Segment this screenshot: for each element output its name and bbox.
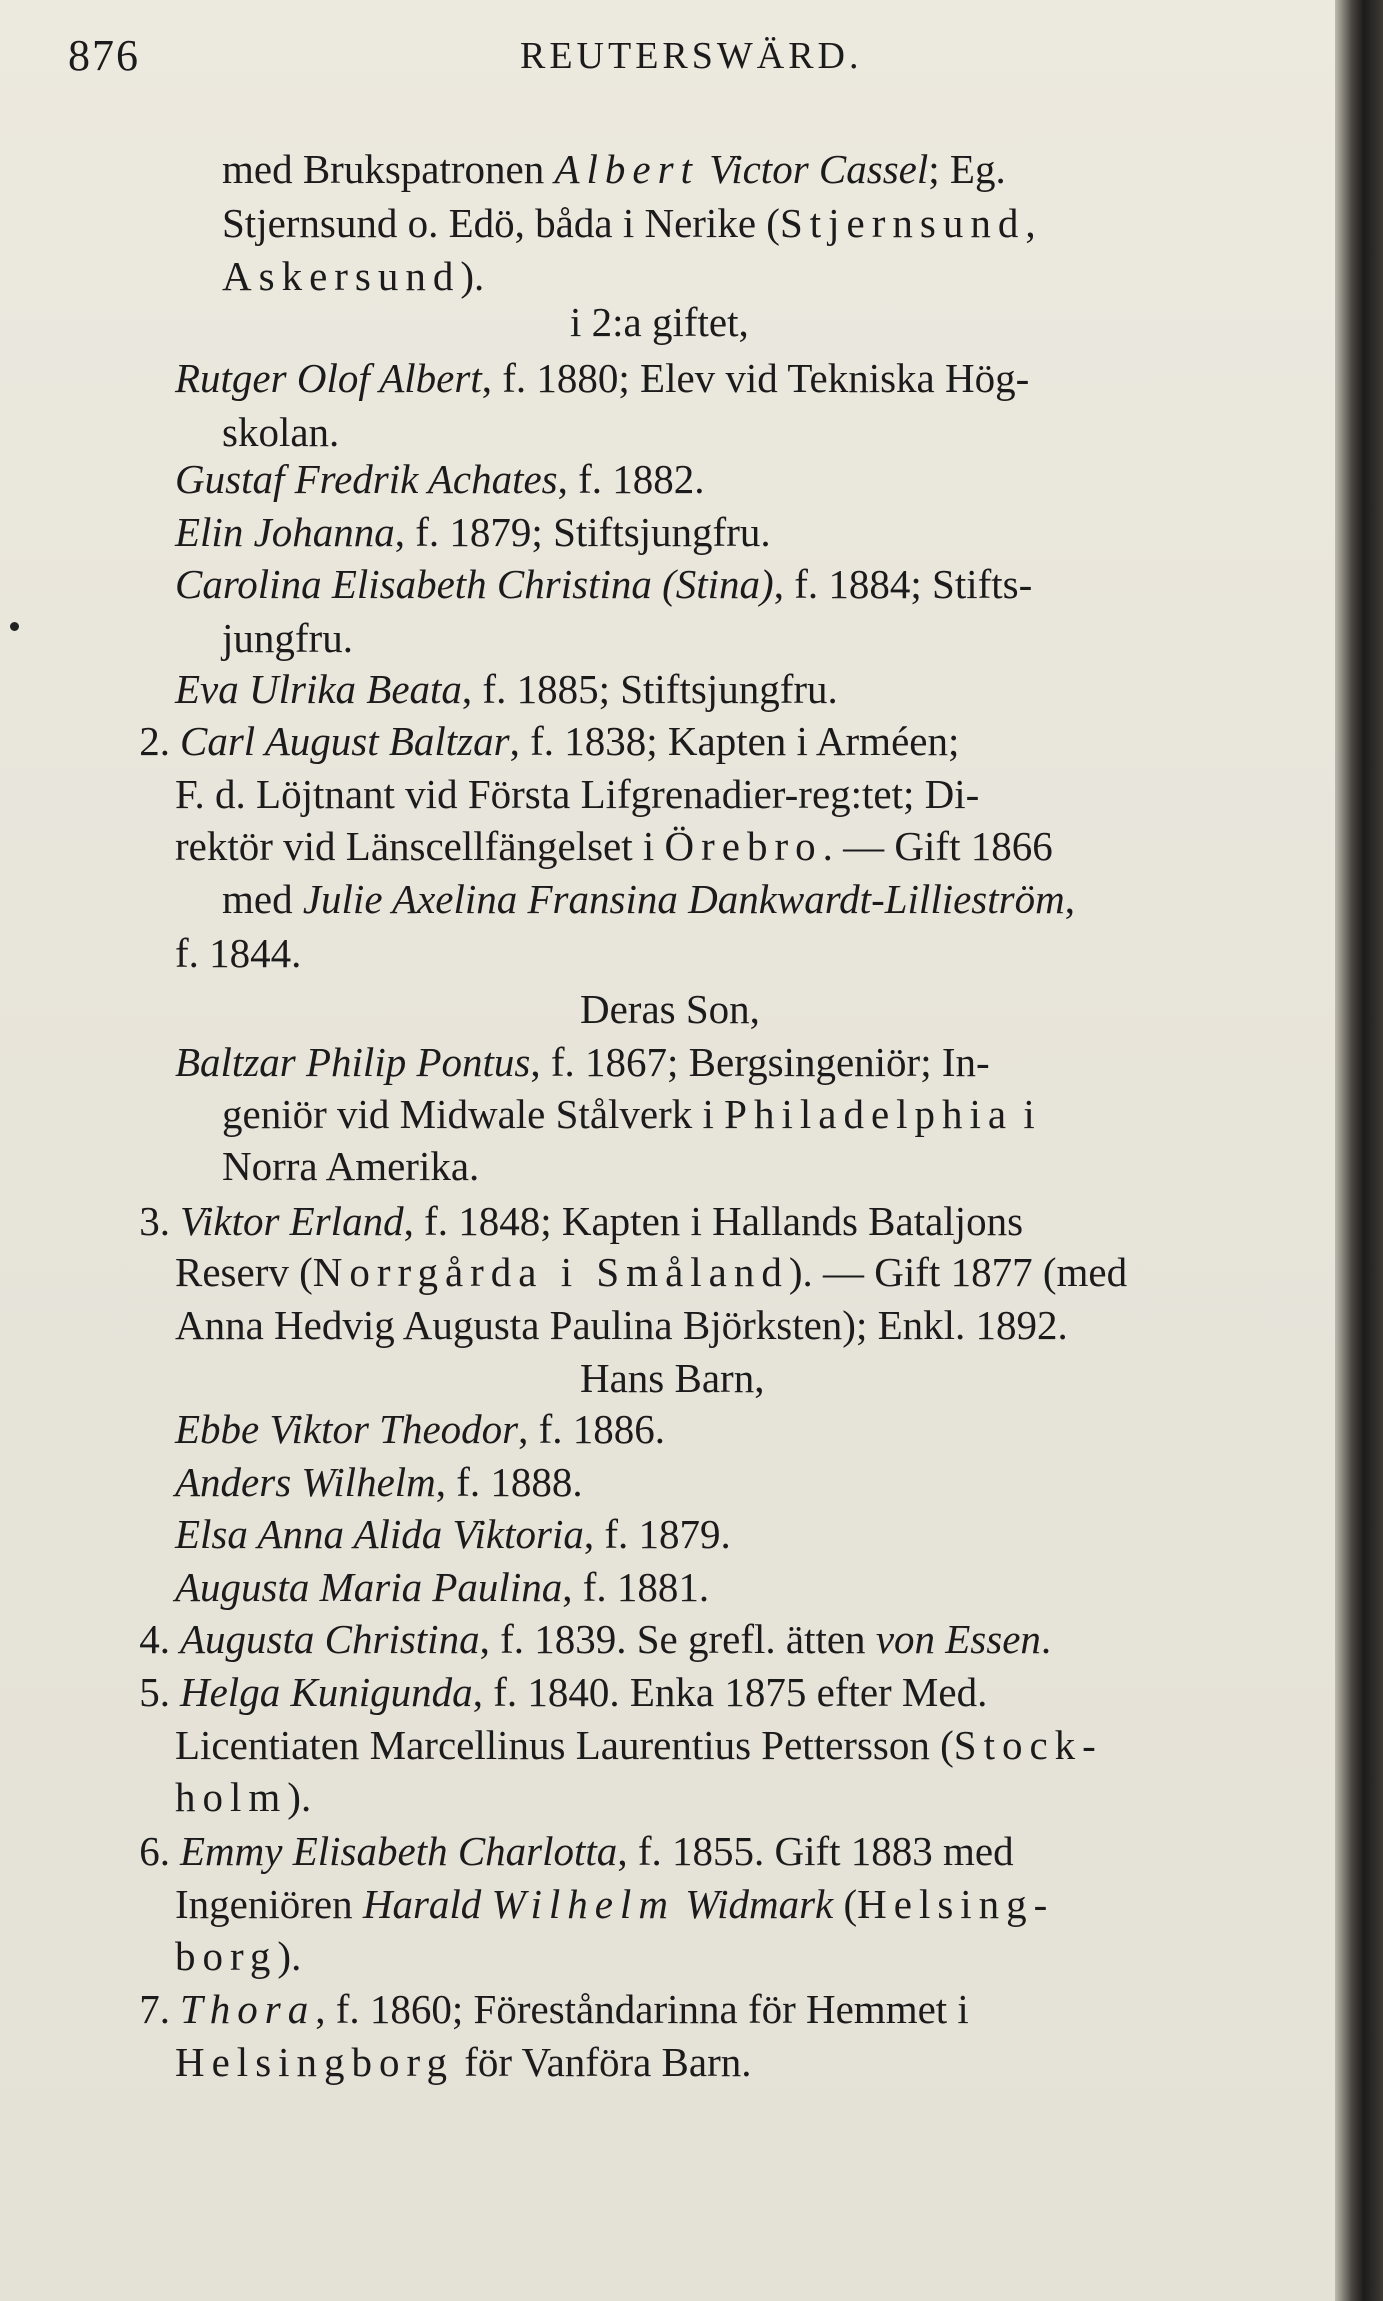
emphasized-text: Elsa Anna Alida Viktoria <box>175 1511 584 1557</box>
text-segment: rektör vid Länscellfängelset i <box>175 823 665 869</box>
emphasized-text: Viktor Erland <box>180 1198 404 1244</box>
text-segment: , f. 1879. <box>583 1511 731 1557</box>
emphasized-text: Örebro <box>664 823 823 869</box>
text-segment: . — Gift 1866 <box>822 823 1053 869</box>
text-line <box>175 1880 1054 1928</box>
text-segment <box>481 1881 491 1927</box>
text-segment: , f. 1879; Stiftsjungfru. <box>394 509 771 555</box>
entry-number: 7. <box>139 1986 170 2032</box>
text-line <box>175 1248 1127 1296</box>
emphasized-text: Emmy Elisabeth Charlotta <box>180 1828 618 1874</box>
text-line <box>175 929 301 977</box>
text-segment: jungfru. <box>222 615 353 661</box>
text-segment: för Vanföra Barn. <box>453 2039 752 2085</box>
text-line <box>120 1615 1051 1663</box>
text-line <box>175 1301 1068 1349</box>
text-line <box>120 1668 987 1716</box>
text-segment: Hans Barn, <box>580 1355 765 1401</box>
emphasized-text: Albert <box>554 146 699 192</box>
text-line <box>222 614 353 662</box>
text-segment: ). — Gift 1877 (med <box>788 1249 1128 1295</box>
text-line <box>175 1510 731 1558</box>
entry-number: 2. <box>139 718 170 764</box>
text-line <box>175 1563 709 1611</box>
text-segment: . <box>1040 1616 1052 1662</box>
text-segment: i <box>1013 1091 1035 1137</box>
emphasized-text: Norrgårda i Småland <box>312 1249 789 1295</box>
emphasized-text: holm <box>175 1774 288 1820</box>
text-line <box>175 2038 752 2086</box>
text-line <box>580 985 760 1033</box>
text-segment: skolan. <box>222 409 340 455</box>
text-segment: Ingeniören <box>175 1881 363 1927</box>
text-line <box>175 770 979 818</box>
emphasized-text: Rutger Olof Albert <box>175 355 482 401</box>
emphasized-text: Wilhelm <box>491 1881 675 1927</box>
text-segment: F. d. Löjtnant vid Första Lifgrenadier-reg:tet; Di- <box>175 771 980 817</box>
text-segment: , f. 1839. Se grefl. ätten <box>479 1616 876 1662</box>
text-segment: Deras Son, <box>580 986 760 1032</box>
text-line <box>175 1458 583 1506</box>
text-segment: , f. 1848; Kapten i Hallands Bataljons <box>403 1198 1024 1244</box>
text-line <box>175 1932 301 1980</box>
page-header <box>0 30 1335 90</box>
text-segment: f. 1844. <box>175 930 302 976</box>
entry-number: 4. <box>139 1616 170 1662</box>
emphasized-text: Askersund <box>222 253 461 299</box>
entry-number: 5. <box>139 1669 170 1715</box>
text-segment: , f. 1882. <box>557 456 705 502</box>
text-line <box>175 1773 311 1821</box>
emphasized-text: Philadelphia <box>724 1091 1014 1137</box>
text-segment: , f. 1886. <box>518 1406 666 1452</box>
text-segment: Anna Hedvig Augusta Paulina Björksten); Enkl. 1892. <box>175 1302 1068 1348</box>
text-segment: , f. 1855. Gift 1883 med <box>617 1828 1014 1874</box>
text-line <box>175 1405 665 1453</box>
text-segment: ). <box>287 1774 312 1820</box>
text-line <box>175 822 1053 870</box>
emphasized-text: Elin Johanna <box>175 509 395 555</box>
entry-number: 6. <box>139 1828 170 1874</box>
text-segment: , f. 1884; Stifts- <box>773 561 1033 607</box>
emphasized-text: Thora <box>180 1986 316 2032</box>
text-line <box>175 560 1032 608</box>
text-line <box>222 1142 479 1190</box>
text-segment: geniör vid Midwale Stålverk i <box>222 1091 725 1137</box>
text-segment: Stjernsund o. Edö, båda i Nerike ( <box>222 200 780 246</box>
text-line <box>175 665 838 713</box>
text-segment: , f. 1885; Stiftsjungfru. <box>461 666 838 712</box>
text-line <box>120 1827 1014 1875</box>
text-segment: Licentiaten Marcellinus Laurentius Pettersson ( <box>175 1722 954 1768</box>
emphasized-text: Eva Ulrika Beata <box>175 666 462 712</box>
text-line <box>120 717 959 765</box>
text-segment: , f. 1881. <box>562 1564 710 1610</box>
emphasized-text: Stjernsund, <box>779 200 1043 246</box>
emphasized-text: Augusta Christina <box>180 1616 480 1662</box>
emphasized-text: Julie Axelina Fransina Dankwardt-Lillieström <box>302 876 1065 922</box>
text-line <box>570 298 749 346</box>
text-segment: ( <box>833 1881 858 1927</box>
text-line <box>120 1197 1023 1245</box>
running-head: REUTERSWÄRD. <box>520 35 863 77</box>
text-segment: , f. 1880; Elev vid Tekniska Hög- <box>481 355 1030 401</box>
text-segment: i 2:a giftet, <box>570 299 749 345</box>
emphasized-text: Augusta Maria Paulina <box>175 1564 563 1610</box>
text-line <box>175 1038 990 1086</box>
text-line <box>175 455 705 503</box>
text-line <box>222 199 1043 247</box>
emphasized-text: Widmark <box>685 1881 834 1927</box>
text-segment <box>699 146 709 192</box>
text-segment: med <box>222 876 303 922</box>
text-line <box>580 1354 764 1402</box>
text-line <box>175 508 771 556</box>
book-spine-edge <box>1335 0 1383 2301</box>
text-line <box>175 354 1029 402</box>
text-segment: Norra Amerika. <box>222 1143 480 1189</box>
text-line <box>222 1090 1035 1138</box>
text-segment: med Brukspatronen <box>222 146 555 192</box>
emphasized-text: Gustaf Fredrik Achates <box>175 456 558 502</box>
emphasized-text: von Essen <box>875 1616 1041 1662</box>
text-line <box>222 252 484 300</box>
text-line <box>120 1985 969 2033</box>
text-line <box>222 875 1075 923</box>
text-segment: Reserv ( <box>175 1249 313 1295</box>
text-segment: , f. 1860; Föreståndarinna för Hemmet i <box>315 1986 969 2032</box>
text-line <box>222 408 339 456</box>
emphasized-text: Carl August Baltzar <box>180 718 510 764</box>
text-segment <box>675 1881 685 1927</box>
emphasized-text: Stock- <box>953 1722 1103 1768</box>
margin-mark <box>10 622 19 631</box>
emphasized-text: Harald <box>362 1881 482 1927</box>
text-segment: , f. 1888. <box>435 1459 583 1505</box>
text-segment: , f. 1838; Kapten i Arméen; <box>509 718 960 764</box>
text-segment: ). <box>277 1933 302 1979</box>
emphasized-text: Helga Kunigunda <box>180 1669 473 1715</box>
entry-number: 3. <box>139 1198 170 1244</box>
text-segment: , f. 1840. Enka 1875 efter Med. <box>472 1669 988 1715</box>
text-segment: ; Eg. <box>928 146 1006 192</box>
emphasized-text: Carolina Elisabeth Christina (Stina) <box>175 561 774 607</box>
text-segment: , <box>1064 876 1075 922</box>
emphasized-text: Anders Wilhelm <box>175 1459 436 1505</box>
text-line <box>222 145 1006 193</box>
emphasized-text: Helsingborg <box>175 2039 454 2085</box>
text-segment: , f. 1867; Bergsingeniör; In- <box>530 1039 990 1085</box>
text-segment: ). <box>460 253 485 299</box>
text-line <box>175 1721 1103 1769</box>
emphasized-text: Ebbe Viktor Theodor <box>175 1406 519 1452</box>
emphasized-text: Baltzar Philip Pontus <box>175 1039 531 1085</box>
emphasized-text: borg <box>175 1933 278 1979</box>
emphasized-text: Helsing- <box>857 1881 1055 1927</box>
emphasized-text: Victor Cassel <box>709 146 929 192</box>
page-number: 876 <box>68 31 140 80</box>
